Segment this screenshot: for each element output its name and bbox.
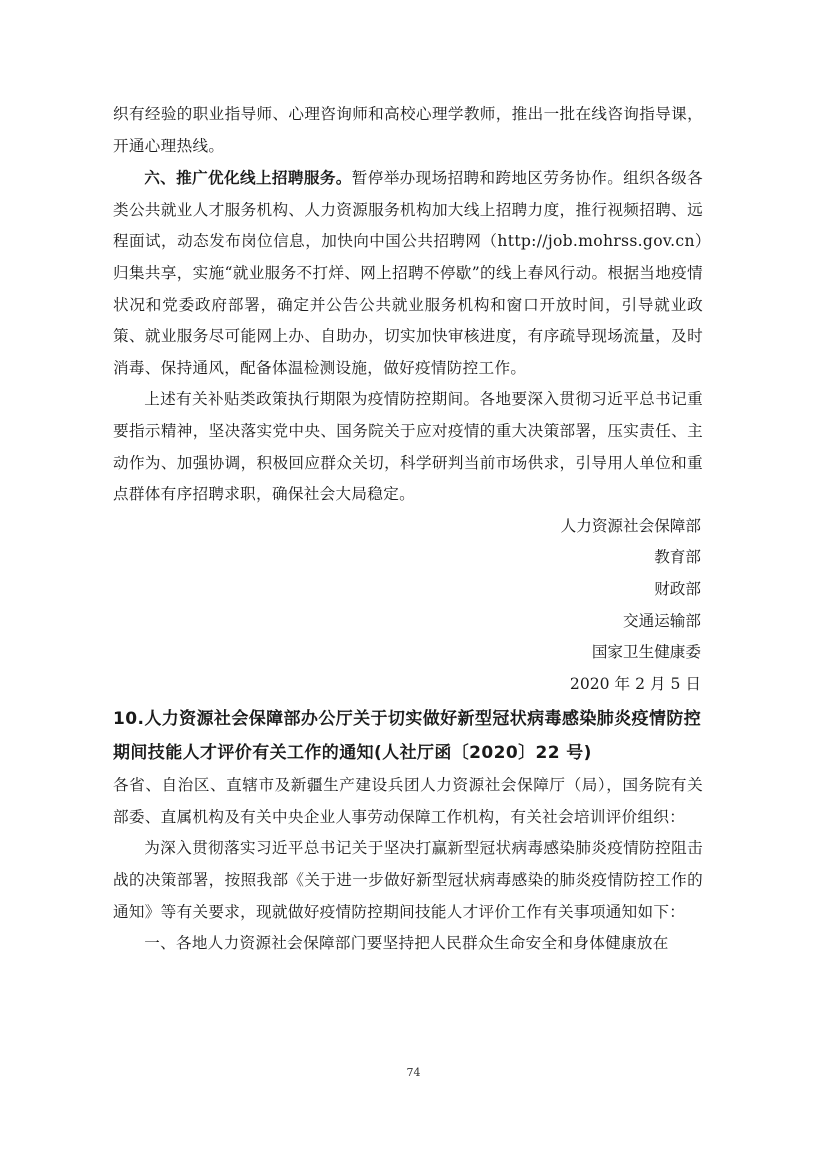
document-body: [113, 99, 703, 960]
section-ten-title: 10.人力资源社会保障部办公厅关于切实做好新型冠状病毒感染肺炎疫情防控期间技能人才评价有关工作的通知(人社厅函〔2020〕22 号): [113, 709, 702, 764]
section-six-text: 暂停举办现场招聘和跨地区劳务协作。组织各级各类公共就业人才服务机构、人力资源服务机构加大线上招聘力度，推行视频招聘、远程面试，动态发布岗位信息，加快向中国公共招聘网（http://job.mohrss.gov.cn）归集共享，实施“就业服务不打烊、网上招聘不停歇”的线上春风行动。根据当地疫情状况和党委政府部署，确定并公告公共就业服务机构和窗口开放时间，引导就业政策、就业服务尽可能网上办、自助办，切实加快审核进度，有序疏导现场流量，及时消毒、保持通风，配备体温检测设施，做好疫情防控工作。: [113, 169, 703, 377]
signature-org-mohrss: 人力资源社会保障部: [560, 516, 701, 535]
paragraph-section-six: [113, 162, 703, 384]
signature-org-finance: 财政部: [654, 579, 701, 598]
page-number: 74: [406, 1066, 421, 1079]
paragraph-item-one: 一、各地人力资源社会保障部门要坚持把人民群众生命安全和身体健康放在: [144, 934, 669, 953]
paragraph-continuation: 织有经验的职业指导师、心理咨询师和高校心理学教师，推出一批在线咨询指导课，开通心理热线。: [113, 105, 703, 155]
signature-block: [113, 511, 703, 701]
signature-org-education: 教育部: [654, 548, 701, 567]
signature-org-health: 国家卫生健康委: [591, 643, 701, 662]
signature-org-transport: 交通运输部: [623, 611, 701, 630]
section-six-heading: 六、推广优化线上招聘服务。: [144, 168, 352, 188]
paragraph-addressees: 各省、自治区、直辖市及新疆生产建设兵团人力资源社会保障厅（局），国务院有关部委、直属机构及有关中央企业人事劳动保障工作机构，有关社会培训评价组织：: [113, 776, 703, 826]
paragraph-summary: 上述有关补贴类政策执行期限为疫情防控期间。各地要深入贯彻习近平总书记重要指示精神，坚决落实党中央、国务院关于应对疫情的重大决策部署，压实责任、主动作为、加强协调，积极回应群众关切，科学研判当前市场供求，引导用人单位和重点群体有序招聘求职，确保社会大局稳定。: [113, 390, 703, 504]
paragraph-intro: 为深入贯彻落实习近平总书记关于坚决打赢新型冠状病毒感染肺炎疫情防控阻击战的决策部署，按照我部《关于进一步做好新型冠状病毒感染的肺炎疫情防控工作的通知》等有关要求，现就做好疫情防控期间技能人才评价工作有关事项通知如下：: [113, 839, 703, 921]
signature-date: 2020 年 2 月 5 日: [569, 674, 701, 693]
